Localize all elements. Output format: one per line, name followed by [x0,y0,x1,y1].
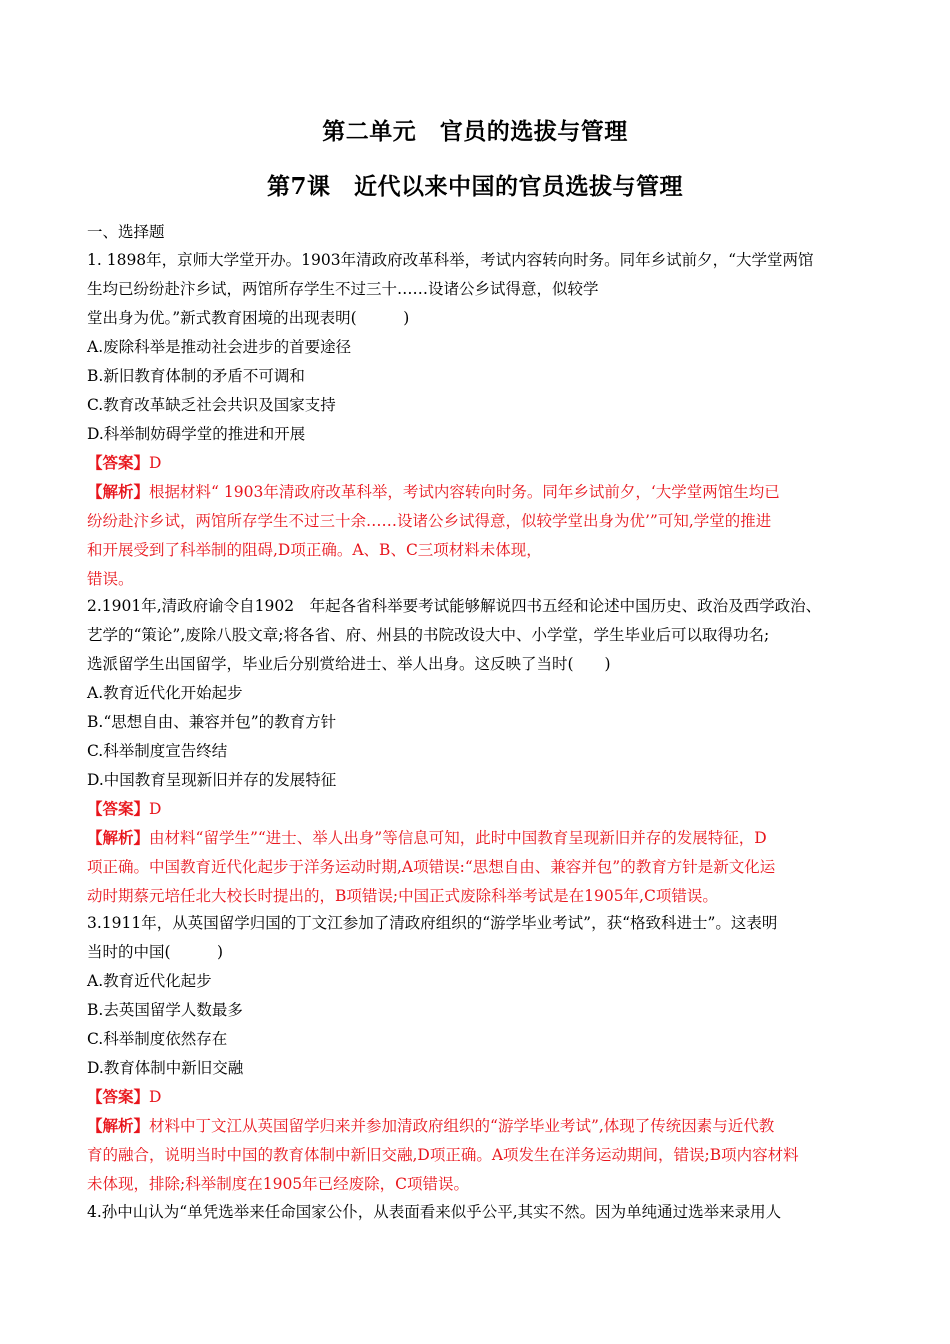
option-a: A.教育近代化起步 [87,972,212,990]
option-b: B.新旧教育体制的矛盾不可调和 [87,367,305,385]
analysis-text: 未体现，排除;科举制度在1905年已经废除，C项错误。 [87,1175,470,1193]
lesson-title: 第7课 近代以来中国的官员选拔与管理 [266,173,683,200]
option-d: D.科举制妨碍学堂的推进和开展 [87,425,306,443]
answer-tag: 【答案】 [87,799,150,818]
analysis-text: 和开展受到了科举制的阻碍,D项正确。A、B、C三项材料未体现， [87,541,542,559]
option-c: C.教育改革缺乏社会共识及国家支持 [87,396,336,414]
question-stem-line: 4.孙中山认为“单凭选举来任命国家公仆，从表面看来似乎公平,其实不然。因为单纯通过选举来录用人 [87,1203,782,1221]
option-a: A.教育近代化开始起步 [87,684,243,702]
question-stem-line: 堂出身为优。”新式教育困境的出现表明( ) [87,309,410,327]
option-b: B.去英国留学人数最多 [87,1001,243,1019]
analysis-line [87,828,767,848]
option-b: B.“思想自由、兼容并包”的教育方针 [87,713,337,731]
analysis-text: 根据材料“ 1903年清政府改革科举，考试内容转向时务。同年乡试前夕，‘大学堂两馆生均已 [149,483,780,501]
analysis-line [87,482,780,502]
question-stem-line: 当时的中国( ) [87,943,224,961]
analysis-line [87,1116,774,1136]
answer-value: D [149,800,162,818]
question-stem-line: 2.1901年,清政府谕令自1902 年起各省科举要考试能够解说四书五经和论述中国历史、政治及西学政治、 [87,597,822,615]
answer-line [87,799,161,819]
option-d: D.教育体制中新旧交融 [87,1059,244,1077]
option-d: D.中国教育呈现新旧并存的发展特征 [87,771,337,789]
analysis-tag: 【解析】 [87,828,150,847]
question-stem-line: 生均已纷纷赴汴乡试，两馆所存学生不过三十……设诸公乡试得意，似较学 [87,280,599,298]
answer-tag: 【答案】 [87,453,150,472]
analysis-text: 材料中丁文江从英国留学归来并参加清政府组织的“游学毕业考试”,体现了传统因素与近代教 [149,1117,775,1135]
answer-value: D [149,1088,162,1106]
analysis-tag: 【解析】 [87,482,150,501]
section-heading: 一、选择题 [87,223,165,241]
analysis-text: 错误。 [87,570,134,588]
option-a: A.废除科举是推动社会进步的首要途径 [87,338,352,356]
question-stem-line: 选派留学生出国留学，毕业后分别赏给进士、举人出身。这反映了当时( ) [87,655,611,673]
analysis-text: 项正确。中国教育近代化起步于洋务运动时期,A项错误:“思想自由、兼容并包”的教育方针是新文化运 [87,858,776,876]
answer-line [87,1087,161,1107]
analysis-text: 动时期蔡元培任北大校长时提出的，B项错误;中国正式废除科举考试是在1905年,C项错误。 [87,887,718,905]
answer-line [87,453,161,473]
analysis-text: 育的融合，说明当时中国的教育体制中新旧交融,D项正确。A项发生在洋务运动期间，错误;B项内容材料 [87,1146,799,1164]
option-c: C.科举制度依然存在 [87,1030,228,1048]
analysis-text: 由材料“留学生”“进士、举人出身”等信息可知，此时中国教育呈现新旧并存的发展特征，D [149,829,767,847]
answer-value: D [149,454,162,472]
question-stem-line: 艺学的“策论”,废除八股文章;将各省、府、州县的书院改设大中、小学堂，学生毕业后可以取得功名; [87,626,770,644]
option-c: C.科举制度宣告终结 [87,742,228,760]
answer-tag: 【答案】 [87,1087,150,1106]
question-stem-line: 3.1911年，从英国留学归国的丁文江参加了清政府组织的“游学毕业考试”，获“格致科进士”。这表明 [87,914,778,932]
unit-title: 第二单元 官员的选拔与管理 [322,118,628,145]
analysis-tag: 【解析】 [87,1116,150,1135]
question-stem-line: 1. 1898年，京师大学堂开办。1903年清政府改革科举，考试内容转向时务。同年乡试前夕，“大学堂两馆 [87,251,814,269]
analysis-text: 纷纷赴汴乡试，两馆所存学生不过三十余……设诸公乡试得意，似较学堂出身为优’”可知,学堂的推进 [87,512,772,530]
